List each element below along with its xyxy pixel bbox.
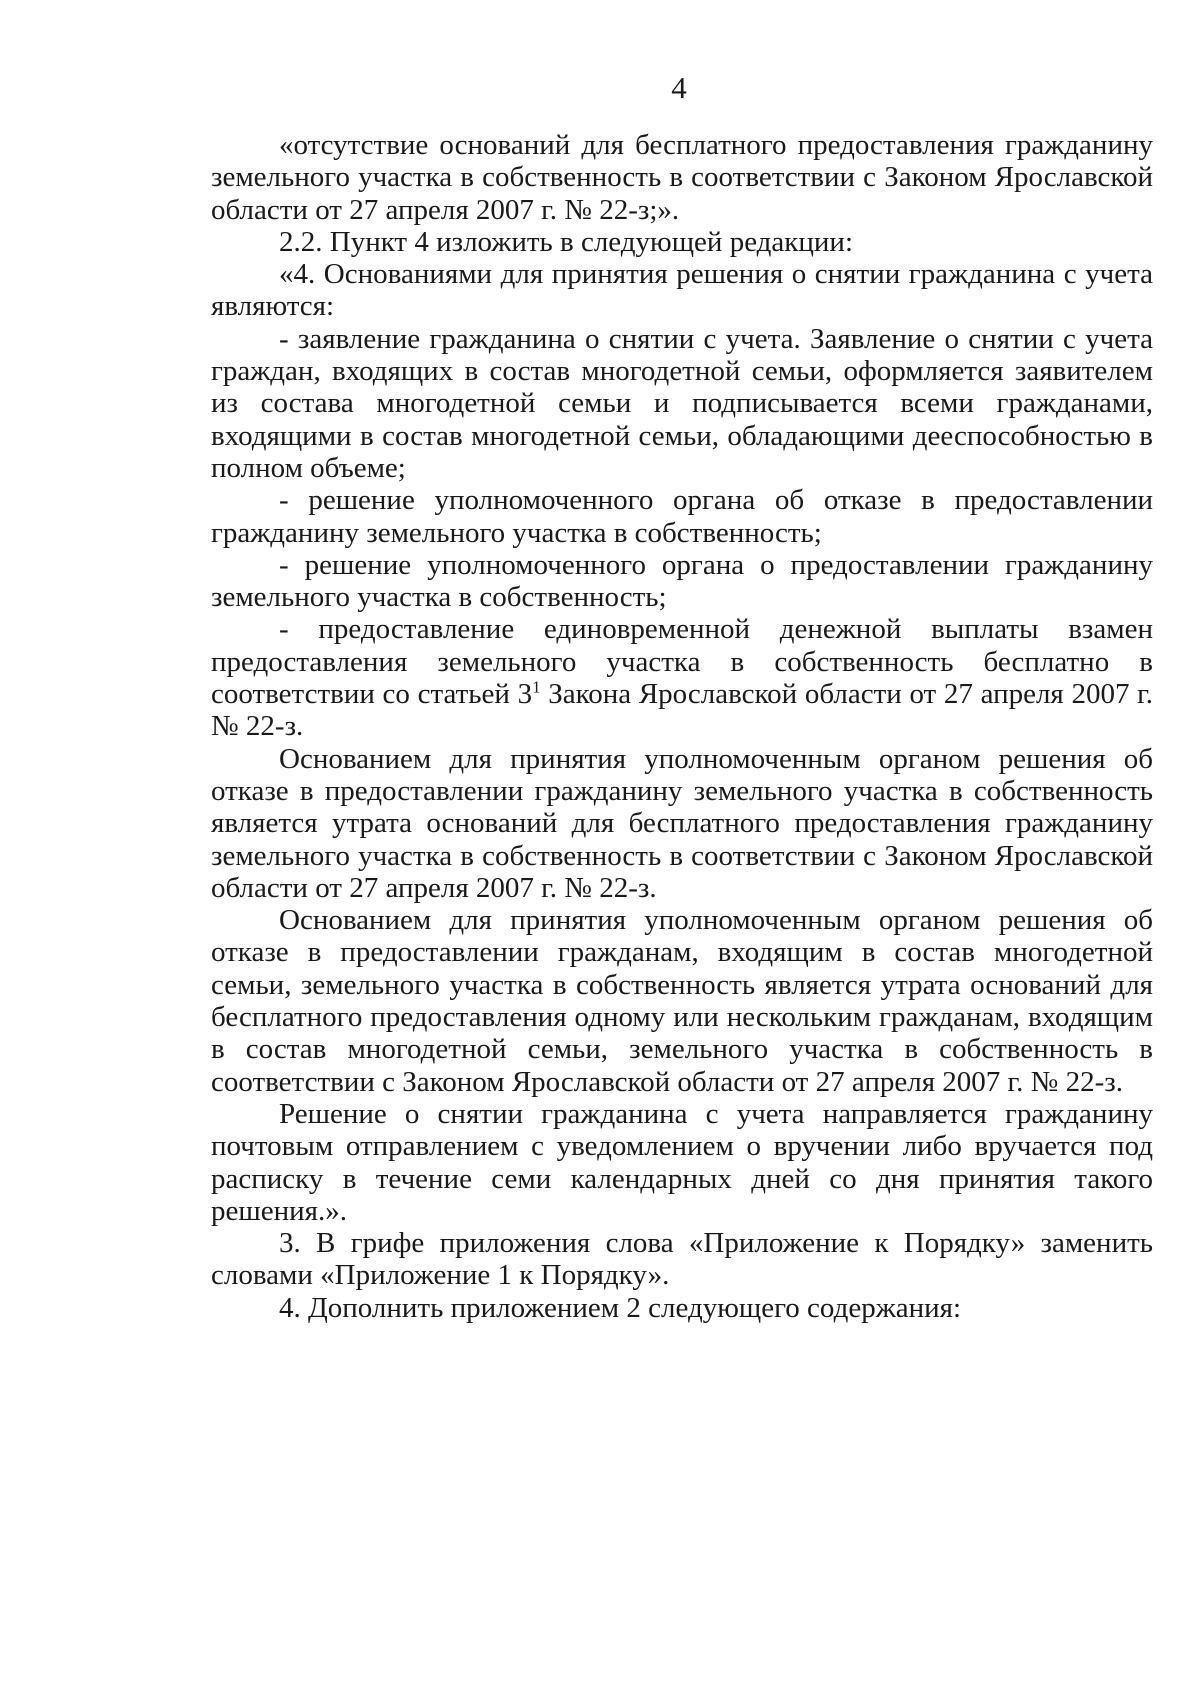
page-number: 4 xyxy=(671,70,687,105)
paragraph-item-3: 3. В грифе приложения слова «Приложение к Порядку» заменить словами «Приложение 1 к Порядку». xyxy=(211,1227,1153,1292)
article-superscript: 1 xyxy=(532,677,541,697)
paragraph-refusal-decision: - решение уполномоченного органа об отказе в предоставлении гражданину земельного участка в собственность; xyxy=(211,484,1153,549)
paragraph-refusal-basis-citizen: Основанием для принятия уполномоченным органом решения об отказе в предоставлении гражданину земельного участка в собственность является утрата оснований для бесплатного предоставления гражданину земельного участка в собственность в соответствии с Законом Ярославской области от 27 апреля 2007 г. № 22-з. xyxy=(211,742,1153,904)
paragraph-deregistration-notice: Решение о снятии гражданина с учета направляется гражданину почтовым отправлением с уведомлением о вручении либо вручается под расписку в течение семи календарных дней со дня принятия такого решения.». xyxy=(211,1097,1153,1227)
paragraph-no-grounds: «отсутствие оснований для бесплатного предоставления гражданину земельного участка в собственность в соответствии с Законом Ярославской области от 27 апреля 2007 г. № 22-з;». xyxy=(211,129,1153,226)
payment-text-before: - предоставление единовременной денежной выплаты взамен предоставления земельного участка в собственность бесплатно в соответствии со статьей 3 xyxy=(211,613,1153,711)
document-body xyxy=(211,129,1153,1324)
payment-text-after: Закона Ярославской области от 27 апреля 2007 г. № 22-з. xyxy=(211,678,1154,743)
paragraph-item-4-add-annex: 4. Дополнить приложением 2 следующего содержания: xyxy=(279,1291,962,1324)
paragraph-item-4-intro: «4. Основаниями для принятия решения о снятии гражданина с учета являются: xyxy=(211,258,1153,323)
paragraph-lump-sum-payment xyxy=(211,613,1153,742)
paragraph-citizen-application: - заявление гражданина о снятии с учета. Заявление о снятии с учета граждан, входящих в состав многодетной семьи, оформляется заявителем из состава многодетной семьи и подписывается всеми гражданами, входящими в состав многодетной семьи, обладающими дееспособностью в полном объеме; xyxy=(211,322,1153,484)
paragraph-provision-decision: - решение уполномоченного органа о предоставлении гражданину земельного участка в собственность; xyxy=(211,548,1153,614)
paragraph-refusal-basis-family: Основанием для принятия уполномоченным органом решения об отказе в предоставлении гражданам, входящим в состав многодетной семьи, земельного участка в собственность является утрата оснований для бесплатного предоставления одному или нескольким гражданам, входящим в состав многодетной семьи, земельного участка в собственность в соответствии с Законом Ярославской области от 27 апреля 2007 г. № 22-з. xyxy=(211,904,1153,1098)
paragraph-item-2-2: 2.2. Пункт 4 изложить в следующей редакции: xyxy=(279,225,854,258)
